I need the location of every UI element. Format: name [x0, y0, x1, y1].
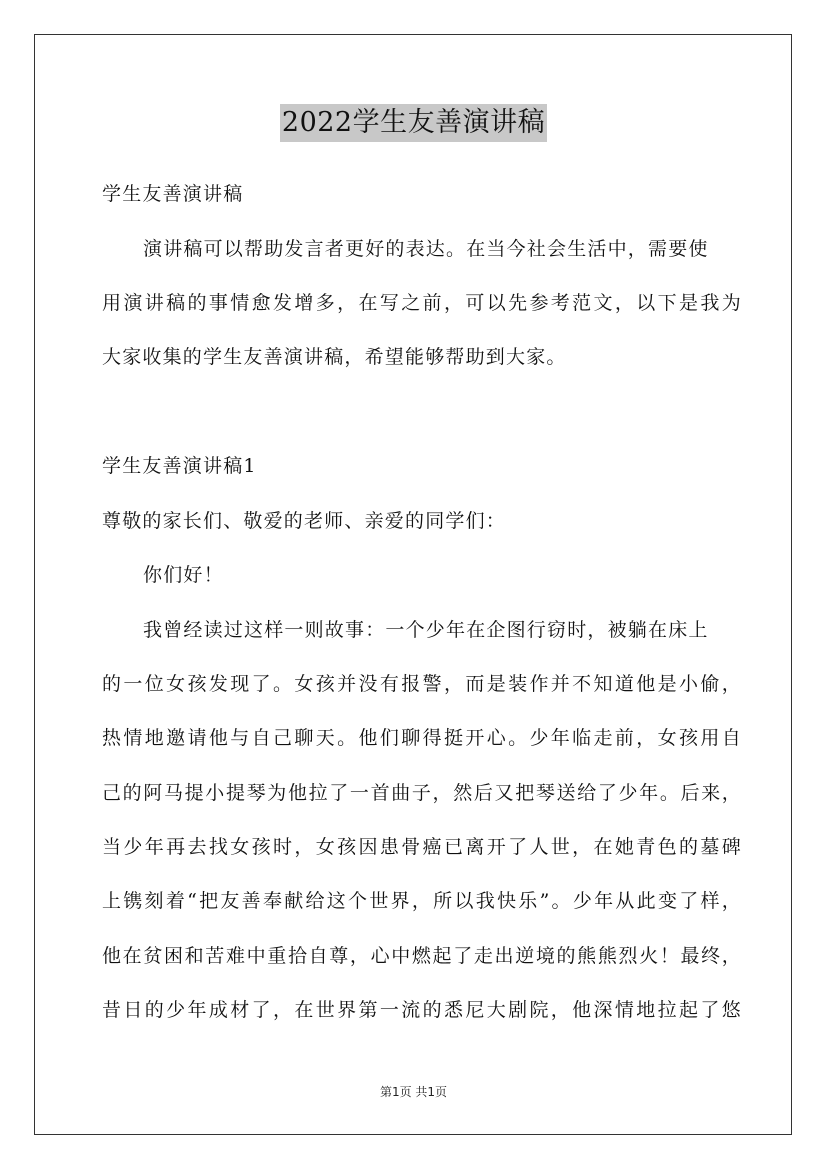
greeting: 你们好！ [143, 564, 224, 586]
paragraph-line: 热情地邀请他与自己聊天。他们聊得挺开心。少年临走前，女孩用自 [102, 727, 742, 749]
paragraph-line: 他在贫困和苦难中重拾自尊，心中燃起了走出逆境的熊熊烈火！最终， [102, 945, 742, 967]
paragraph-line: 用演讲稿的事情愈发增多，在写之前，可以先参考范文，以下是我为 [102, 292, 742, 314]
salutation: 尊敬的家长们、敬爱的老师、亲爱的同学们： [102, 510, 507, 532]
speech-heading: 学生友善演讲稿1 [102, 455, 257, 477]
paragraph-line: 我曾经读过这样一则故事：一个少年在企图行窃时，被躺在床上 [143, 619, 709, 641]
paragraph-line: 当少年再去找女孩时，女孩因患骨癌已离开了人世，在她青色的墓碑 [102, 836, 742, 858]
paragraph-line: 演讲稿可以帮助发言者更好的表达。在当今社会生活中，需要使 [143, 238, 709, 260]
paragraph-line: 大家收集的学生友善演讲稿，希望能够帮助到大家。 [102, 346, 567, 368]
section-heading: 学生友善演讲稿 [102, 183, 244, 205]
paragraph-line: 的一位女孩发现了。女孩并没有报警，而是装作并不知道他是小偷， [102, 673, 742, 695]
paragraph-line: 己的阿马提小提琴为他拉了一首曲子，然后又把琴送给了少年。后来， [102, 782, 742, 804]
page-footer: 第1页 共1页 [379, 1085, 448, 1099]
title-container [0, 104, 827, 142]
paragraph-line: 上镌刻着“把友善奉献给这个世界，所以我快乐”。少年从此变了样， [102, 890, 742, 912]
document-title: 2022学生友善演讲稿 [280, 104, 547, 142]
paragraph-line: 昔日的少年成材了，在世界第一流的悉尼大剧院，他深情地拉起了悠 [102, 999, 742, 1021]
